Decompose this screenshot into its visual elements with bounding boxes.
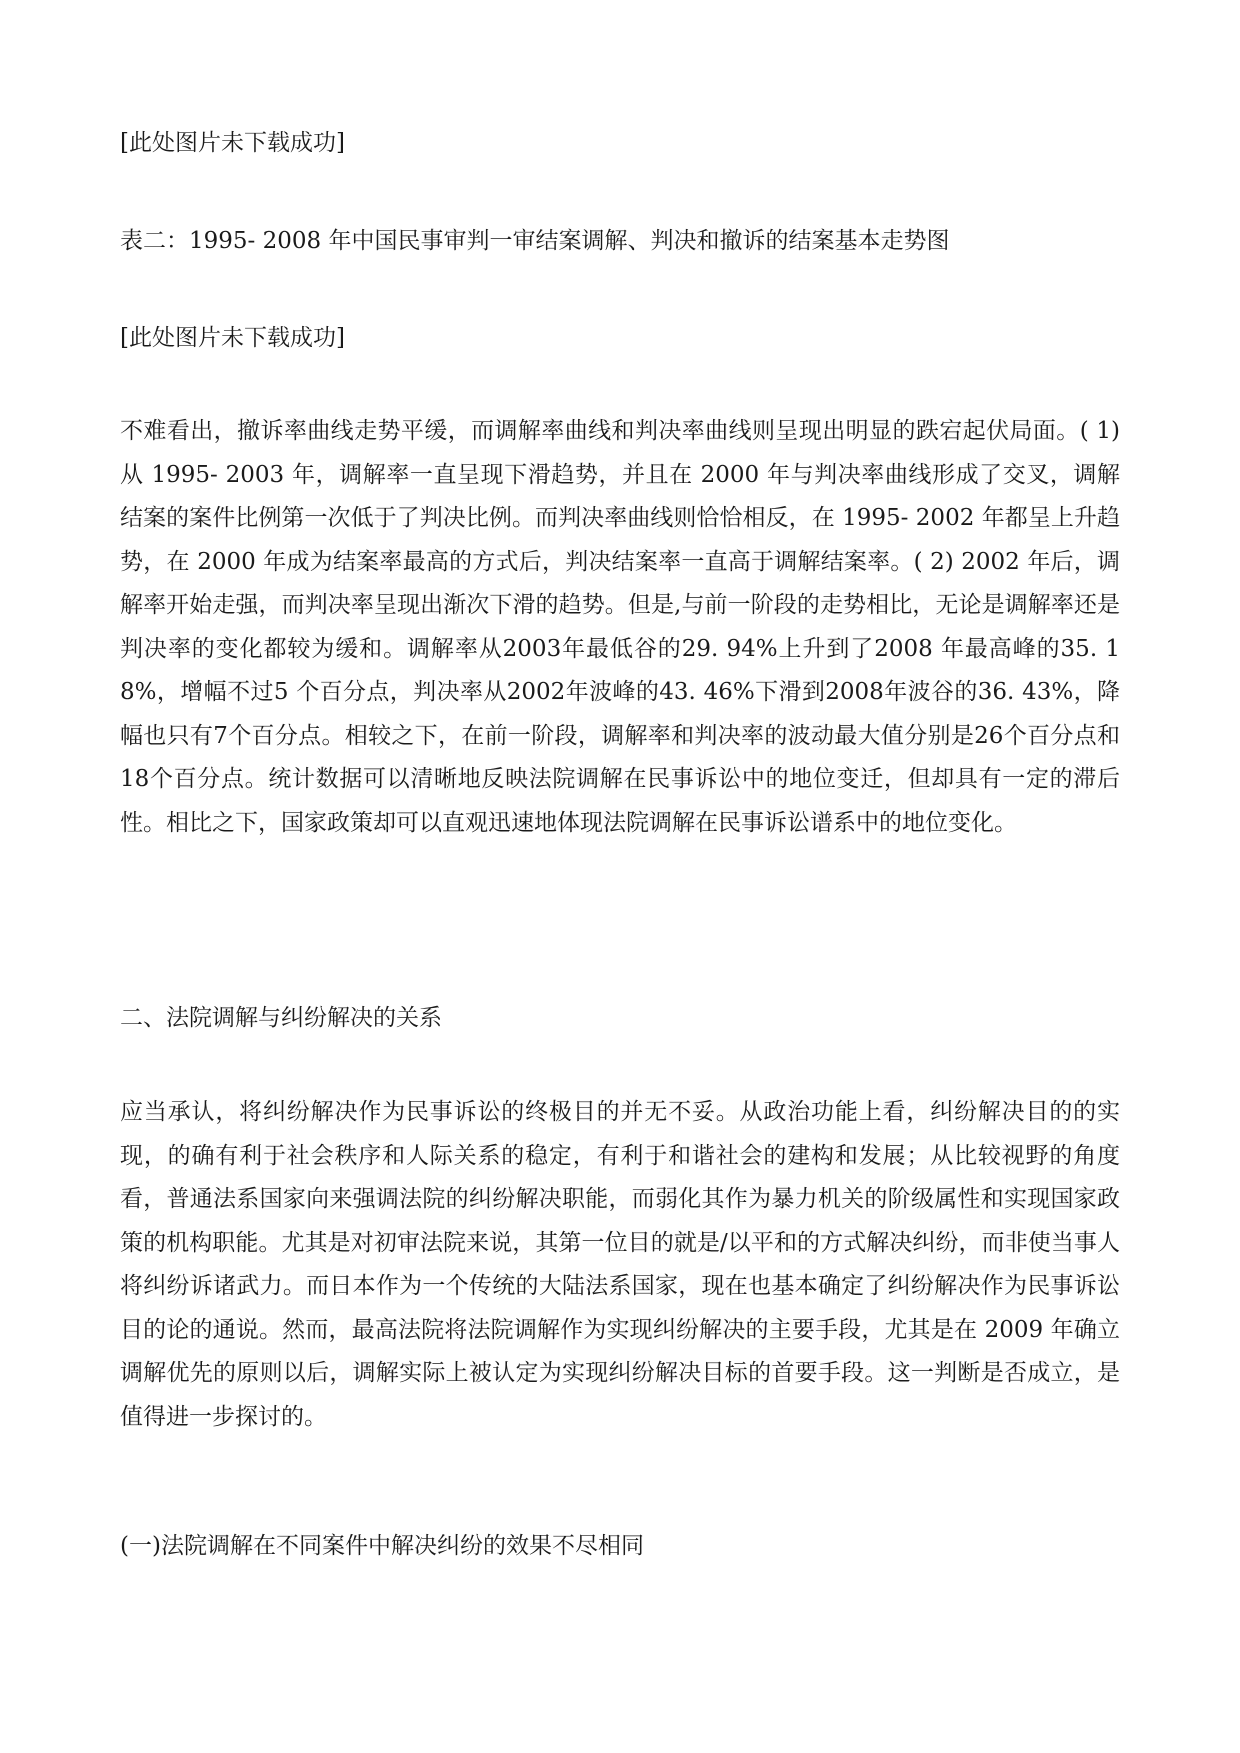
section-heading: 二、法院调解与纠纷解决的关系 [120,1005,442,1031]
image-placeholder: [此处图片未下载成功] [120,130,345,156]
body-paragraph: 应当承认，将纠纷解决作为民事诉讼的终极目的并无不妥。从政治功能上看，纠纷解决目的的实现，的确有利于社会秩序和人际关系的稳定，有利于和谐社会的建构和发展；从比较视野的角度看，普通法系国家向来强调法院的纠纷解决职能，而弱化其作为暴力机关的阶级属性和实现国家政策的机构职能。尤其是对初审法院来说，其第一位目的就是/以平和的方式解决纠纷，而非使当事人将纠纷诉诸武力。而日本作为一个传统的大陆法系国家，现在也基本确定了纠纷解决作为民事诉讼目的论的通说。然而，最高法院将法院调解作为实现纠纷解决的主要手段，尤其是在 2009 年确立调解优先的原则以后，调解实际上被认定为实现纠纷解决目标的首要手段。这一判断是否成立，是值得进一步探讨的。 [120,1099,1120,1430]
image-placeholder: [此处图片未下载成功] [120,325,345,351]
table-caption: 表二：1995- 2008 年中国民事审判一审结案调解、判决和撤诉的结案基本走势图 [120,228,950,254]
body-paragraph: 不难看出，撤诉率曲线走势平缓，而调解率曲线和判决率曲线则呈现出明显的跌宕起伏局面。( 1)从 1995- 2003 年，调解率一直呈现下滑趋势，并且在 2000 年与判决率曲线形成了交叉，调解结案的案件比例第一次低于了判决比例。而判决率曲线则恰恰相反，在 1995- 2002 年都呈上升趋势，在 2000 年成为结案率最高的方式后，判决结案率一直高于调解结案率。( 2) 2002 年后，调解率开始走强，而判决率呈现出渐次下滑的趋势。但是,与前一阶段的走势相比，无论是调解率还是判决率的变化都较为缓和。调解率从2003年最低谷的29. 94%上升到了2008 年最高峰的35. 18%，增幅不过5 个百分点，判决率从2002年波峰的43. 46%下滑到2008年波谷的36. 43%，降幅也只有7个百分点。相较之下，在前一阶段，调解率和判决率的波动最大值分别是26个百分点和18个百分点。统计数据可以清晰地反映法院调解在民事诉讼中的地位变迁，但却具有一定的滞后性。相比之下，国家政策却可以直观迅速地体现法院调解在民事诉讼谱系中的地位变化。 [120,418,1120,836]
subsection-heading: (一)法院调解在不同案件中解决纠纷的效果不尽相同 [120,1533,644,1559]
